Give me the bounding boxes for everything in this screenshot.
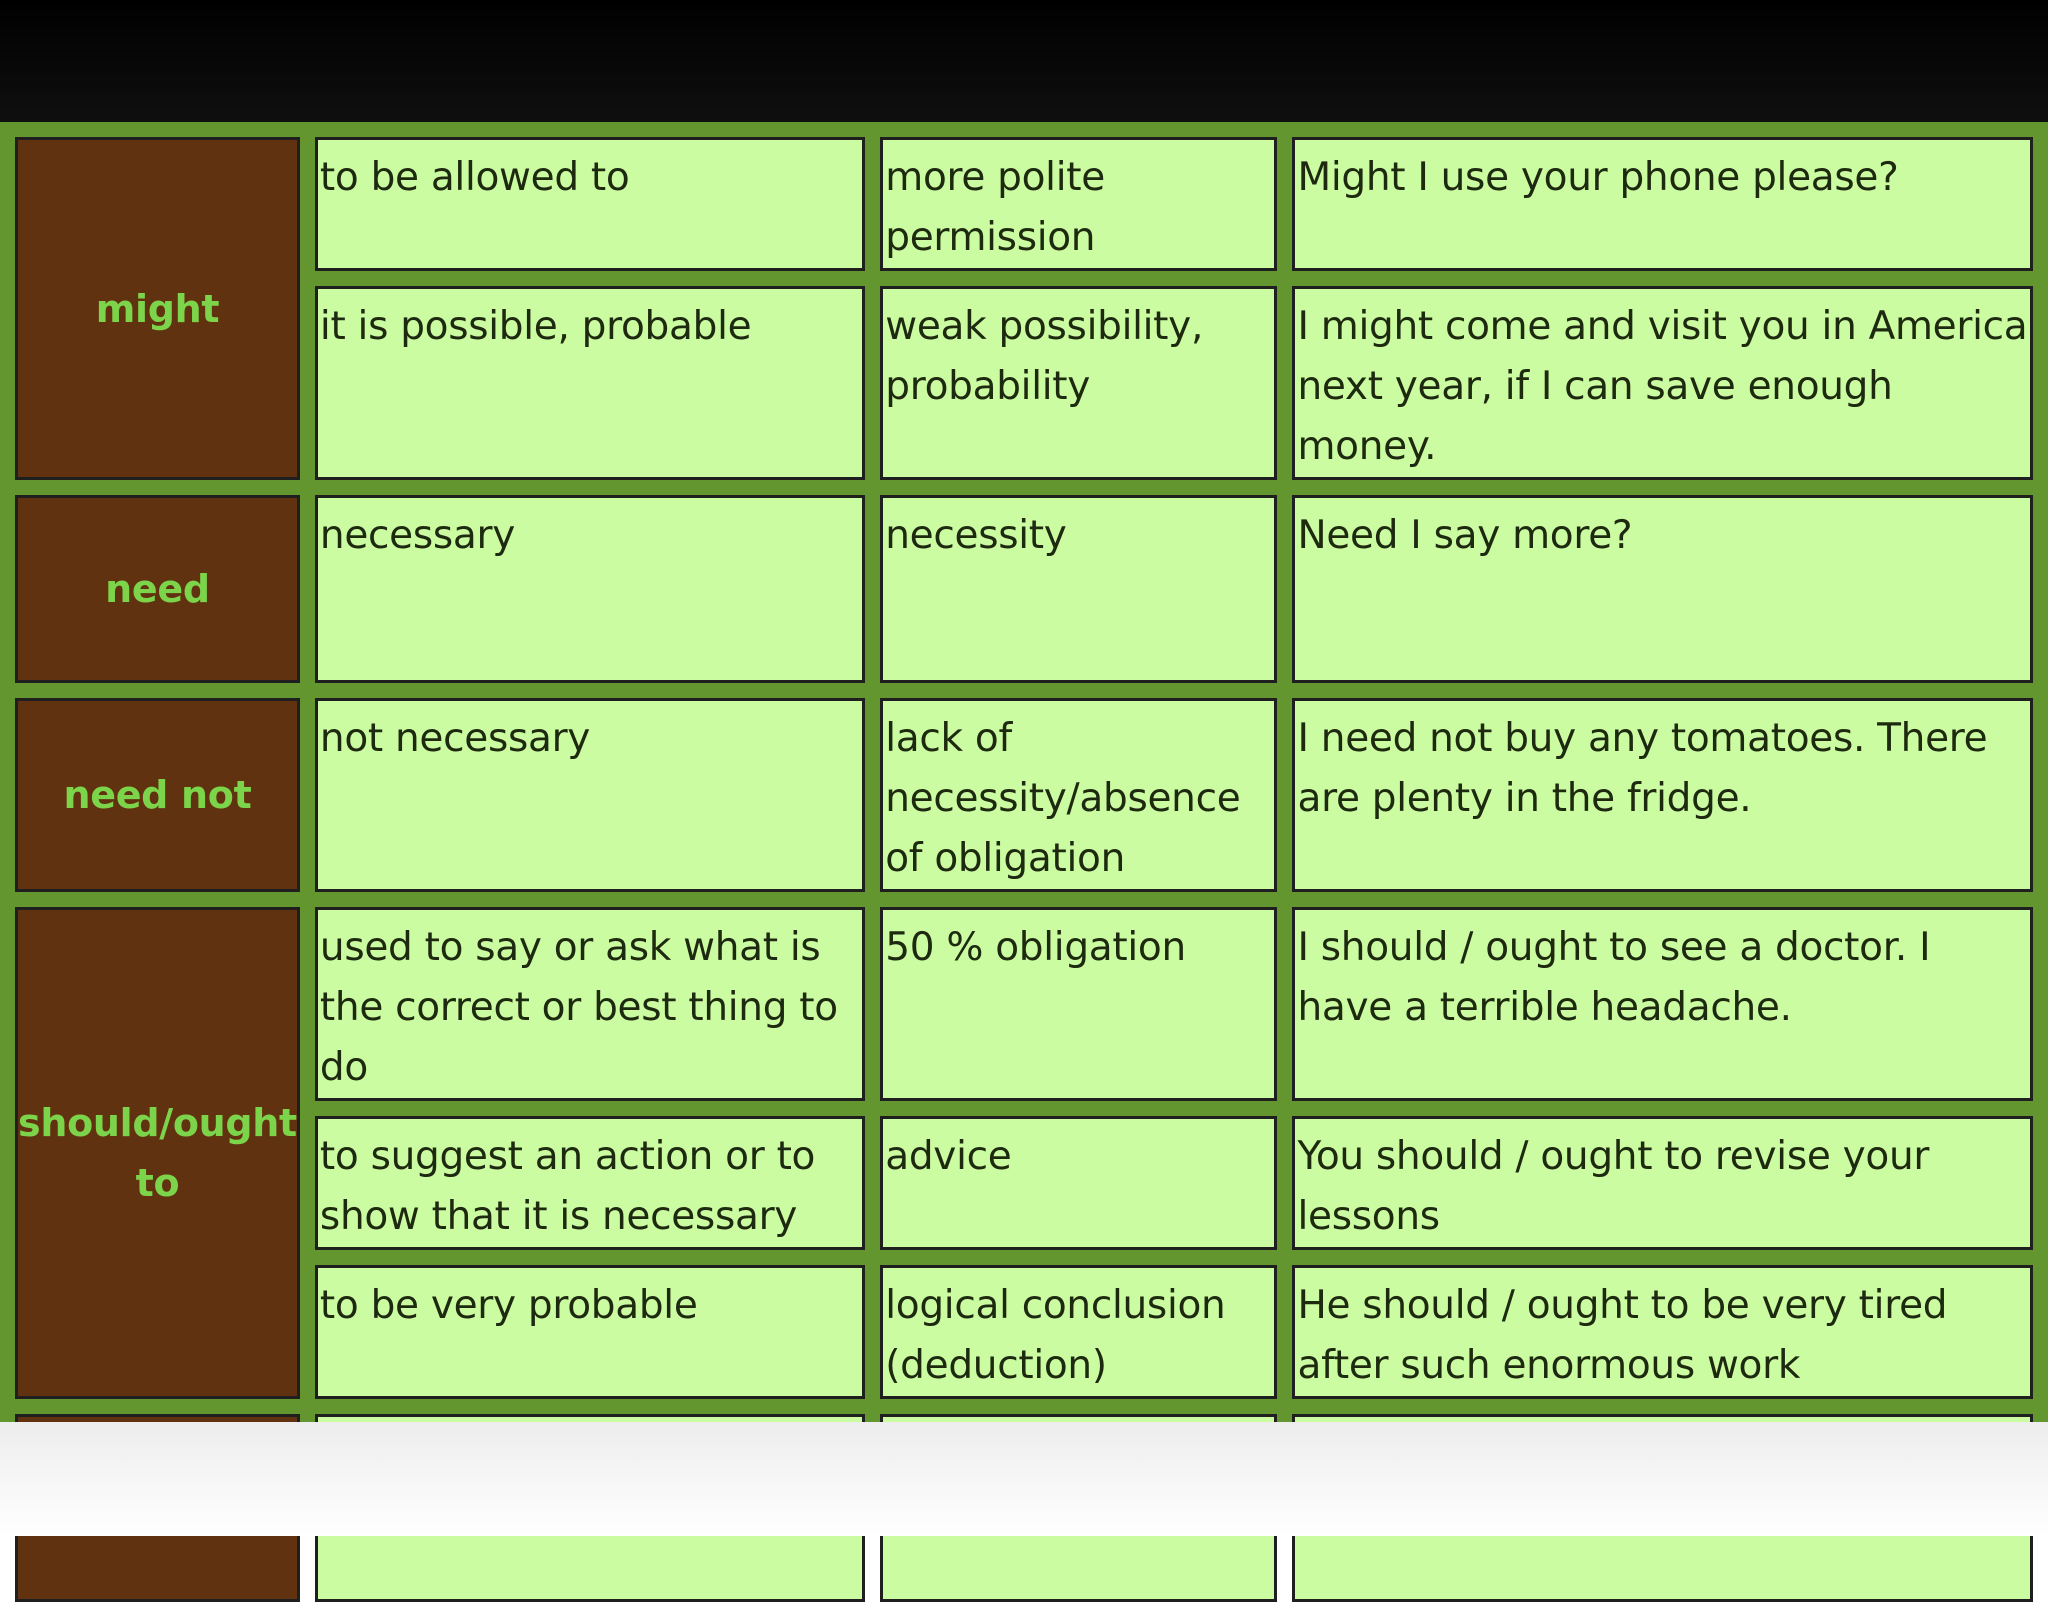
use-cell: logical conclusion (deduction) xyxy=(880,1265,1277,1399)
table-row xyxy=(15,698,2033,892)
meaning-cell: to be very probable xyxy=(315,1265,865,1399)
meaning-cell: necessary xyxy=(315,495,865,683)
modal-verb-cell: might xyxy=(15,137,300,480)
example-cell: I should / ought to see a doctor. I have a terrible headache. xyxy=(1292,907,2033,1101)
use-cell: necessity xyxy=(880,495,1277,683)
table-row xyxy=(15,1116,2033,1250)
meaning-cell: to be allowed to xyxy=(315,137,865,271)
bottom-area xyxy=(0,1422,2048,1536)
meaning-cell: used to say or ask what is the correct or best thing to do xyxy=(315,907,865,1101)
table-row xyxy=(15,907,2033,1101)
example-cell: Might I use your phone please? xyxy=(1292,137,2033,271)
table-row xyxy=(15,1265,2033,1399)
meaning-cell: not necessary xyxy=(315,698,865,892)
use-cell: more polite permission xyxy=(880,137,1277,271)
example-cell: Need I say more? xyxy=(1292,495,2033,683)
meaning-cell: it is possible, probable xyxy=(315,286,865,480)
modal-verb-cell: need not xyxy=(15,698,300,892)
top-bar xyxy=(0,0,2048,122)
use-cell: advice xyxy=(880,1116,1277,1250)
use-cell: lack of necessity/absence of obligation xyxy=(880,698,1277,892)
table-row xyxy=(15,286,2033,480)
modal-verbs-table xyxy=(0,122,2048,1617)
meaning-cell: to suggest an action or to show that it is necessary xyxy=(315,1116,865,1250)
use-cell: 50 % obligation xyxy=(880,907,1277,1101)
example-cell: He should / ought to be very tired after such enormous work xyxy=(1292,1265,2033,1399)
modal-verbs-table-container xyxy=(0,122,2048,1422)
example-cell: I might come and visit you in America next year, if I can save enough money. xyxy=(1292,286,2033,480)
table-row xyxy=(15,137,2033,271)
modal-verb-cell: should/ought to xyxy=(15,907,300,1399)
use-cell: weak possibility, probability xyxy=(880,286,1277,480)
modal-verb-cell: need xyxy=(15,495,300,683)
example-cell: You should / ought to revise your lessons xyxy=(1292,1116,2033,1250)
example-cell: I need not buy any tomatoes. There are plenty in the fridge. xyxy=(1292,698,2033,892)
table-row xyxy=(15,495,2033,683)
